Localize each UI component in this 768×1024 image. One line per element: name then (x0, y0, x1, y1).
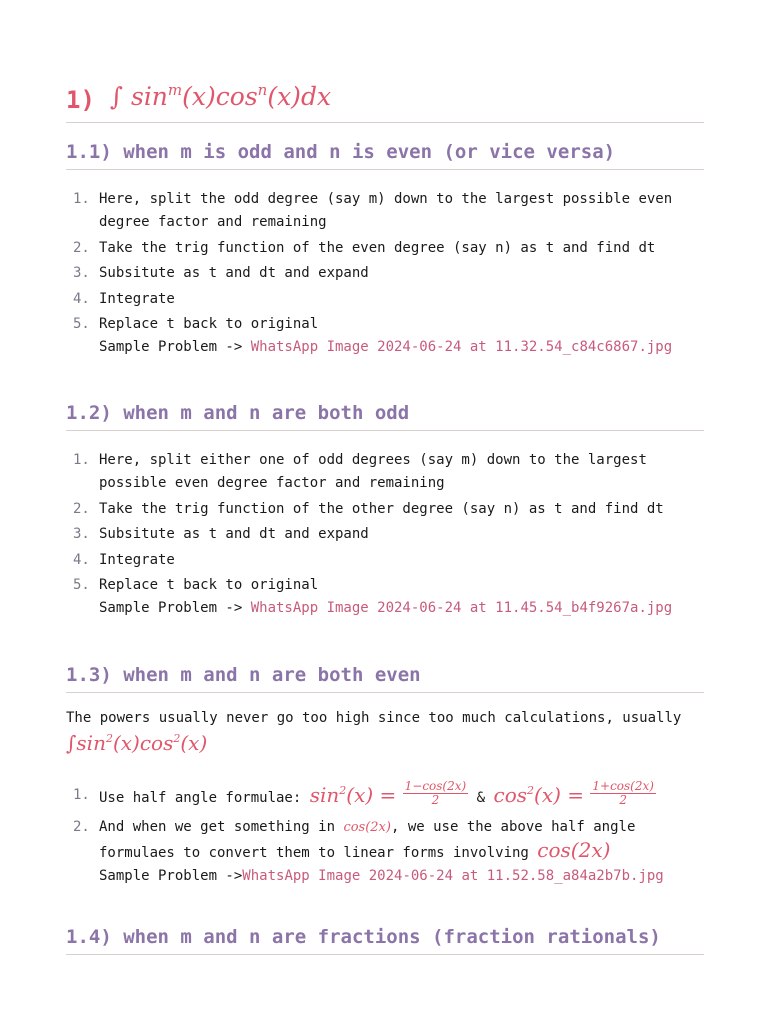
list-item-text: Take the trig function of the other degree (say n) as t and find dt (99, 500, 664, 517)
section-title: 1.1) when m is odd and n is even (or vice versa) (66, 141, 616, 163)
list-item (66, 262, 704, 285)
ampersand: & (468, 790, 494, 806)
list-item (66, 574, 704, 620)
x-arg: (x) (346, 783, 374, 807)
list-item-text: Integrate (99, 290, 175, 307)
sin-term: sin (309, 783, 340, 807)
x-arg: (x) (534, 783, 561, 807)
equals-sign: = (567, 783, 585, 807)
list-item-text: Use half angle formulae: (99, 790, 310, 806)
list-item-text: Here, split either one of odd degrees (say m) down to the largest (99, 452, 647, 468)
list-item (66, 188, 704, 234)
heading-1-number: 1) (66, 86, 95, 114)
integral-sign: ∫ (110, 82, 124, 111)
fraction-denominator: 2 (619, 793, 627, 807)
heading-section-1-3 (66, 661, 704, 693)
list-item (66, 498, 704, 521)
list-item-text: Replace t back to original (99, 577, 319, 593)
list-number: 1. (73, 452, 90, 468)
cos-term: cos (215, 82, 258, 111)
exponent-2: 2 (173, 732, 181, 745)
sample-problem-link[interactable]: WhatsApp Image 2024-06-24 at 11.32.54_c84c6867.jpg (250, 339, 673, 355)
sin-term: sin (76, 731, 106, 755)
fraction (590, 780, 656, 807)
list-item (66, 313, 704, 359)
x-arg-2: (x) (267, 82, 301, 111)
cos-2x-formula: cos(2x) (537, 837, 611, 862)
list-number: 4. (73, 290, 90, 307)
half-angle-cos-formula (493, 779, 656, 807)
list-item (66, 449, 704, 495)
ordered-list-section-1-3 (66, 780, 704, 890)
x-arg: (x) (180, 731, 208, 755)
exponent-2: 2 (105, 732, 113, 745)
exponent-2: 2 (339, 784, 347, 797)
list-item-text: Replace t back to original (99, 316, 319, 332)
cos-term: cos (493, 783, 528, 807)
sample-problem-label: Sample Problem -> (99, 600, 251, 616)
list-item-text: And when we get something in (99, 818, 344, 835)
list-number: 4. (73, 551, 90, 568)
cos-term: cos (139, 731, 174, 755)
list-item-text: , we use the above half angle (390, 818, 636, 835)
list-item-text: possible even degree factor and remaining (99, 475, 445, 491)
ordered-list-section-1-1 (66, 188, 704, 362)
heading-section-1-4 (66, 923, 704, 955)
list-number: 5. (73, 316, 90, 332)
list-number: 1. (73, 191, 90, 207)
list-number: 2. (73, 818, 90, 835)
x-arg: (x) (112, 731, 140, 755)
list-number: 3. (73, 265, 90, 281)
dx-term: dx (300, 82, 332, 111)
section-title: 1.2) when m and n are both odd (66, 402, 410, 424)
heading-1-integral-formula (110, 82, 331, 111)
intro-text: The powers usually never go too high since too much calculations, usually (66, 710, 682, 726)
cos-2x-inline: cos(2x) (343, 819, 391, 835)
section-title: 1.3) when m and n are both even (66, 664, 421, 686)
list-item (66, 816, 704, 888)
integral-sign: ∫ (66, 731, 77, 755)
list-item (66, 780, 704, 813)
list-item-text: Integrate (99, 551, 175, 568)
equals-sign: = (379, 783, 397, 807)
fraction-numerator: 1−cos(2x) (404, 779, 467, 793)
list-number: 5. (73, 577, 90, 593)
x-arg-1: (x) (182, 82, 216, 111)
sample-problem-label: Sample Problem -> (99, 339, 251, 355)
list-item-text: Subsitute as t and dt and expand (99, 526, 369, 542)
intro-formula (66, 732, 207, 755)
list-number: 2. (73, 239, 90, 256)
list-number: 1. (73, 787, 90, 803)
intro-paragraph (66, 707, 681, 730)
section-title: 1.4) when m and n are fractions (fraction rationals) (66, 926, 661, 948)
sample-problem-link[interactable]: WhatsApp Image 2024-06-24 at 11.52.58_a84a2b7b.jpg (242, 867, 664, 884)
list-number: 3. (73, 526, 90, 542)
heading-section-1-1 (66, 138, 704, 170)
sample-problem-link[interactable]: WhatsApp Image 2024-06-24 at 11.45.54_b4f9267a.jpg (250, 600, 673, 616)
list-item-text: Take the trig function of the even degree (say n) as t and find dt (99, 239, 656, 256)
fraction (403, 780, 469, 807)
list-item-text: Here, split the odd degree (say m) down to the largest possible even (99, 191, 673, 207)
list-item-text: formulaes to convert them to linear forms involving (99, 844, 538, 861)
n-exponent: n (257, 81, 268, 99)
sample-problem-label: Sample Problem -> (99, 867, 243, 884)
list-item-text: Subsitute as t and dt and expand (99, 265, 369, 281)
fraction-denominator: 2 (431, 793, 440, 807)
heading-section-1-2 (66, 399, 704, 431)
m-exponent: m (167, 81, 183, 99)
heading-1 (66, 80, 704, 123)
sin-term: sin (130, 82, 168, 111)
half-angle-sin-formula (309, 779, 468, 807)
list-item (66, 523, 704, 546)
list-item (66, 288, 704, 311)
list-number: 2. (73, 500, 90, 517)
fraction-numerator: 1+cos(2x) (592, 779, 654, 793)
exponent-2: 2 (527, 784, 535, 797)
list-item-text: degree factor and remaining (99, 214, 327, 230)
list-item (66, 549, 704, 572)
list-item (66, 237, 704, 260)
ordered-list-section-1-2 (66, 449, 704, 623)
